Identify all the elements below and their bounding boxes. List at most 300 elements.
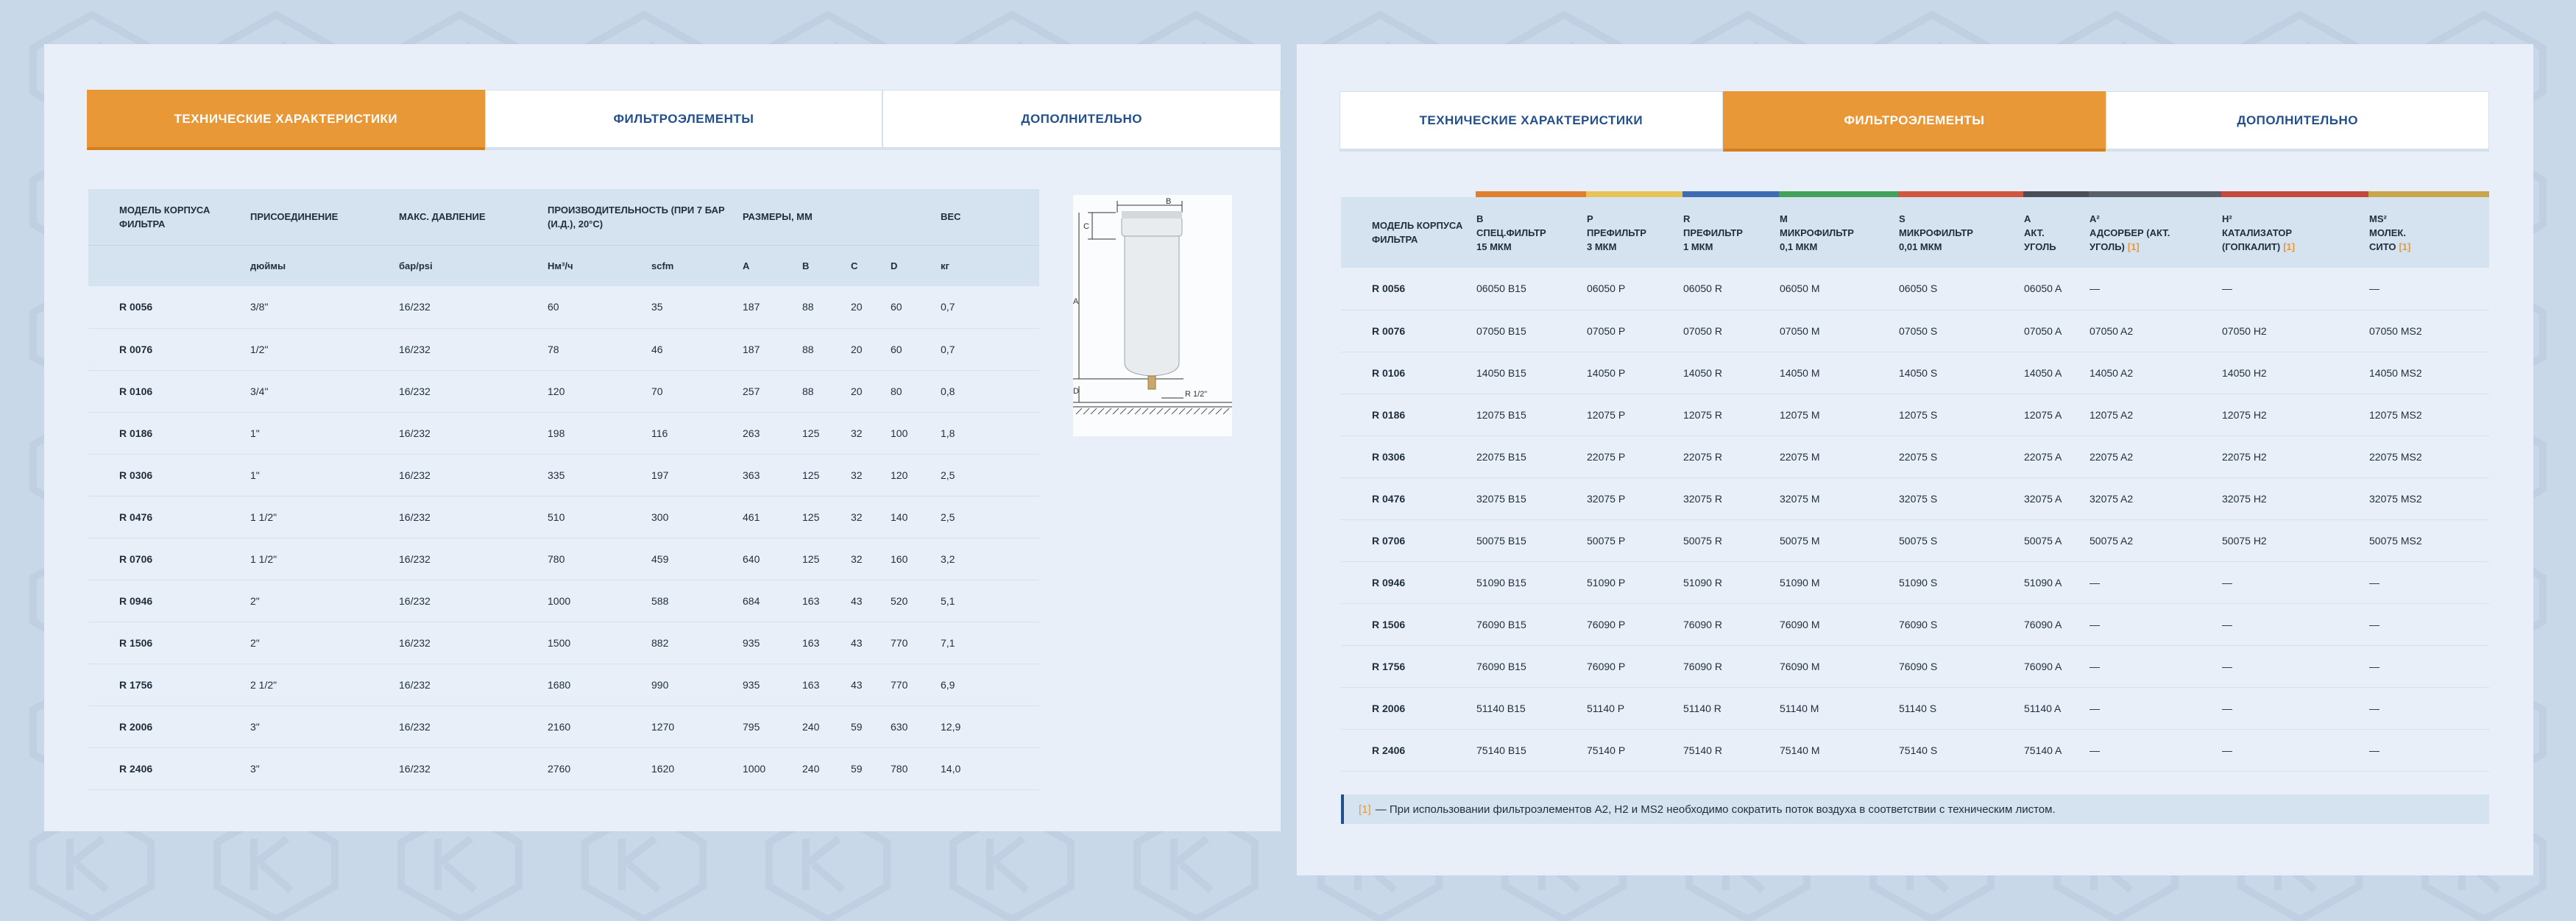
filter-cell: 12075 R	[1683, 408, 1722, 421]
filter-cell: 12075 A2	[2090, 408, 2134, 421]
spec-cell: 100	[891, 427, 908, 439]
spec-cell: 140	[891, 511, 908, 523]
filter-cell: —	[2222, 660, 2232, 672]
tab-filter-elements[interactable]: ФИЛЬТРОЭЛЕМЕНТЫ	[485, 90, 883, 150]
unit-c: C	[851, 260, 858, 271]
spec-cell: 935	[743, 678, 760, 691]
spec-cell: 770	[891, 678, 908, 691]
spec-cell: 3/4"	[250, 385, 269, 397]
filter-cell: 12075 MS2	[2369, 408, 2422, 421]
filter-row	[1341, 603, 2489, 645]
filter-col-header	[1341, 197, 1476, 268]
unit-kg: кг	[941, 260, 949, 271]
spec-row	[88, 454, 1039, 496]
filter-col-header	[1898, 197, 2023, 268]
filter-cell: 76090 B15	[1476, 618, 1526, 630]
unit-a: A	[743, 260, 750, 271]
spec-cell: 20	[851, 385, 863, 397]
spec-cell: 88	[802, 385, 814, 397]
filter-cell: —	[2369, 660, 2379, 672]
dim-b-label: B	[1166, 197, 1172, 206]
filter-cell: 12075 A	[2024, 408, 2062, 421]
filter-cell: 51090 P	[1587, 576, 1626, 588]
spec-cell: 59	[851, 762, 863, 775]
filter-cell: R 1756	[1372, 660, 1406, 672]
filter-cell: 51140 B15	[1476, 702, 1526, 714]
filter-color-bar	[1682, 191, 1779, 197]
spec-table	[88, 189, 1039, 790]
filter-cell: —	[2222, 744, 2232, 756]
filter-cell: 76090 S	[1899, 660, 1938, 672]
dim-a-label: A	[1073, 297, 1079, 306]
filter-cell: R 1506	[1372, 618, 1406, 630]
filter-cell: R 0186	[1372, 408, 1406, 421]
filter-header-line: АКТ.	[2024, 227, 2045, 238]
filter-cell: R 0946	[1372, 576, 1406, 588]
spec-cell: 16/232	[399, 636, 431, 649]
footnote-ref: [1]	[1359, 803, 1371, 816]
spec-cell: 43	[851, 678, 863, 691]
filter-cell: 14050 R	[1683, 366, 1722, 379]
spec-panel	[44, 44, 1281, 831]
filter-cell: 07050 R	[1683, 324, 1722, 337]
spec-cell: 935	[743, 636, 760, 649]
filter-cell: 22075 S	[1899, 450, 1938, 463]
footnote-ref-marker: [1]	[2399, 241, 2411, 252]
filter-cell: 12075 P	[1587, 408, 1626, 421]
filter-cell: —	[2090, 618, 2100, 630]
filter-cell: 06050 P	[1587, 282, 1626, 295]
footnote	[1341, 794, 2489, 824]
col-model: МОДЕЛЬ КОРПУСА ФИЛЬТРА	[119, 204, 210, 230]
spec-cell: 2760	[548, 762, 571, 775]
filter-cell: 32075 M	[1780, 492, 1820, 505]
spec-cell: 1500	[548, 636, 571, 649]
spec-cell: 520	[891, 594, 908, 607]
spec-cell: 16/232	[399, 385, 431, 397]
col-capacity: ПРОИЗВОДИТЕЛЬНОСТЬ (ПРИ 7 БАР (И.Д.), 20°C)	[548, 204, 725, 230]
spec-cell: 163	[802, 594, 820, 607]
filter-cell: 22075 MS2	[2369, 450, 2422, 463]
filter-cell: 32075 A	[2024, 492, 2062, 505]
filter-cell: 06050 A	[2024, 282, 2062, 295]
filter-cell: 14050 MS2	[2369, 366, 2422, 379]
filter-cell: 32075 R	[1683, 492, 1722, 505]
spec-cell: 2 1/2"	[250, 678, 277, 691]
spec-cell: 16/232	[399, 343, 431, 355]
filter-cell: 50075 A	[2024, 534, 2062, 547]
tab-specs[interactable]: ТЕХНИЧЕСКИЕ ХАРАКТЕРИСТИКИ	[87, 90, 485, 150]
spec-cell: 125	[802, 552, 820, 565]
filter-cell: 07050 S	[1899, 324, 1938, 337]
spec-cell: 5,1	[941, 594, 955, 607]
spec-cell: R 2006	[119, 720, 153, 733]
spec-cell: 160	[891, 552, 908, 565]
filter-cell: 75140 R	[1683, 744, 1722, 756]
filter-row	[1341, 310, 2489, 352]
col-weight: ВЕС	[941, 211, 961, 223]
filter-cell: 75140 M	[1780, 744, 1820, 756]
filter-cell: 14050 B15	[1476, 366, 1526, 379]
spec-cell: 187	[743, 301, 760, 313]
filter-cell: —	[2369, 576, 2379, 588]
spec-cell: 1/2"	[250, 343, 269, 355]
filter-cell: 50075 MS2	[2369, 534, 2422, 547]
spec-cell: 882	[651, 636, 669, 649]
unit-bar: бар/psi	[399, 260, 433, 271]
spec-row	[88, 705, 1039, 747]
filter-col-header	[1682, 197, 1779, 268]
dim-d-label: D	[1073, 387, 1079, 396]
filter-cell: —	[2369, 702, 2379, 714]
filter-cell: 22075 R	[1683, 450, 1722, 463]
spec-cell: 1680	[548, 678, 571, 691]
spec-cell: 2"	[250, 636, 260, 649]
spec-header-row	[88, 189, 1039, 245]
spec-cell: 197	[651, 469, 669, 481]
filter-cell: 76090 S	[1899, 618, 1938, 630]
filter-cell: 75140 P	[1587, 744, 1626, 756]
tab-filter-elements-right[interactable]: ФИЛЬТРОЭЛЕМЕНТЫ	[1723, 91, 2106, 152]
spec-cell: 120	[548, 385, 565, 397]
filter-cell: R 0056	[1372, 282, 1406, 295]
spec-cell: 16/232	[399, 301, 431, 313]
filter-row	[1341, 352, 2489, 394]
filter-cell: 51140 P	[1587, 702, 1625, 714]
col-dimensions: РАЗМЕРЫ, ММ	[743, 211, 813, 223]
spec-cell: R 0476	[119, 511, 153, 523]
filter-cell: 50075 A2	[2090, 534, 2134, 547]
filter-header-line: B	[1476, 213, 1484, 224]
spec-cell: 163	[802, 636, 820, 649]
filter-cell: 07050 A	[2024, 324, 2062, 337]
filter-header-row	[1341, 197, 2489, 268]
filter-header-line: КАТАЛИЗАТОР	[2222, 227, 2293, 238]
filter-row	[1341, 645, 2489, 687]
filter-col-header	[2221, 197, 2368, 268]
filter-cell: 76090 P	[1587, 660, 1626, 672]
filter-color-bar	[2089, 191, 2221, 197]
spec-cell: 0,7	[941, 301, 955, 313]
filter-cell: 51090 R	[1683, 576, 1722, 588]
spec-row	[88, 412, 1039, 454]
spec-row	[88, 370, 1039, 412]
footnote-ref-marker: [1]	[2283, 241, 2296, 252]
filter-header-line: A²	[2090, 213, 2100, 224]
filter-cell: 14050 A2	[2090, 366, 2134, 379]
spec-row	[88, 580, 1039, 622]
filter-cell: 32075 H2	[2222, 492, 2267, 505]
filter-cell: 22075 P	[1587, 450, 1626, 463]
filter-row	[1341, 729, 2489, 771]
spec-units-row	[88, 245, 1039, 286]
filter-header-line: 1 МКМ	[1683, 241, 1713, 252]
spec-cell: 43	[851, 594, 863, 607]
spec-cell: 0,8	[941, 385, 955, 397]
spec-cell: 35	[651, 301, 663, 313]
filter-cell: 76090 A	[2024, 660, 2062, 672]
spec-cell: R 0106	[119, 385, 153, 397]
spec-cell: 46	[651, 343, 663, 355]
spec-cell: 60	[891, 343, 902, 355]
spec-cell: 1"	[250, 469, 260, 481]
spec-cell: 60	[548, 301, 559, 313]
spec-cell: R 0056	[119, 301, 153, 313]
spec-cell: 1,8	[941, 427, 955, 439]
spec-cell: R 1506	[119, 636, 153, 649]
filter-cell: 12075 M	[1780, 408, 1820, 421]
filter-header-line: ПРЕФИЛЬТР	[1587, 227, 1646, 238]
filter-header-line: A	[2024, 213, 2031, 224]
filter-cell: —	[2222, 618, 2232, 630]
tab-bar	[87, 90, 1281, 150]
spec-cell: 1270	[651, 720, 675, 733]
filter-cell: 76090 M	[1780, 660, 1820, 672]
spec-cell: 187	[743, 343, 760, 355]
filter-cell: —	[2090, 744, 2100, 756]
spec-cell: 3"	[250, 762, 260, 775]
dim-c-label: C	[1083, 222, 1089, 231]
spec-row	[88, 286, 1039, 328]
filter-cell: 50075 H2	[2222, 534, 2267, 547]
filter-header-line: СИТО	[2369, 241, 2396, 252]
filter-cell: 76090 A	[2024, 618, 2062, 630]
filter-cell: 51090 S	[1899, 576, 1938, 588]
filter-cell: 32075 A2	[2090, 492, 2134, 505]
unit-scfm: scfm	[651, 260, 674, 271]
filter-color-bar	[1476, 191, 1586, 197]
filter-header-line: МИКРОФИЛЬТР	[1899, 227, 1973, 238]
filter-cell: 51140 M	[1780, 702, 1819, 714]
spec-cell: 1 1/2"	[250, 552, 277, 565]
spec-cell: 2"	[250, 594, 260, 607]
spec-cell: 795	[743, 720, 760, 733]
filter-header-line: 0,01 МКМ	[1899, 241, 1942, 252]
spec-cell: 1 1/2"	[250, 511, 277, 523]
filter-cell: 76090 R	[1683, 618, 1722, 630]
filter-header-line: R	[1683, 213, 1691, 224]
filter-header-line: H²	[2222, 213, 2232, 224]
spec-cell: 3"	[250, 720, 260, 733]
spec-cell: 12,9	[941, 720, 961, 733]
filter-cell: —	[2090, 660, 2100, 672]
filter-cell: R 0706	[1372, 534, 1406, 547]
filter-row	[1341, 477, 2489, 519]
filter-cell: 51140 A	[2024, 702, 2062, 714]
spec-row	[88, 664, 1039, 705]
filter-cell: 75140 A	[2024, 744, 2062, 756]
filter-cell: 32075 S	[1899, 492, 1938, 505]
filter-header-line: MS²	[2369, 213, 2387, 224]
spec-cell: 198	[548, 427, 565, 439]
filter-cell: 76090 P	[1587, 618, 1626, 630]
filter-cell: 32075 MS2	[2369, 492, 2422, 505]
filter-header-line: (ГОПКАЛИТ)	[2222, 241, 2281, 252]
spec-cell: 0,7	[941, 343, 955, 355]
spec-cell: 461	[743, 511, 760, 523]
unit-inches: дюймы	[250, 260, 286, 271]
filter-cell: 22075 A	[2024, 450, 2062, 463]
filter-row	[1341, 394, 2489, 435]
filter-cell: 14050 S	[1899, 366, 1938, 379]
filter-cell: 76090 B15	[1476, 660, 1526, 672]
filter-cell: 22075 A2	[2090, 450, 2134, 463]
spec-cell: 32	[851, 469, 863, 481]
filter-cell: 50075 R	[1683, 534, 1722, 547]
spec-cell: 70	[651, 385, 663, 397]
filter-cell: R 0076	[1372, 324, 1406, 337]
filter-header-line: УГОЛЬ	[2024, 241, 2056, 252]
spec-cell: 32	[851, 552, 863, 565]
spec-cell: 990	[651, 678, 669, 691]
filter-row	[1341, 561, 2489, 603]
filter-cell: —	[2222, 576, 2232, 588]
spec-cell: 116	[651, 427, 668, 439]
unit-model	[88, 245, 250, 286]
spec-cell: 20	[851, 343, 863, 355]
filter-cell: 14050 A	[2024, 366, 2062, 379]
spec-cell: 88	[802, 343, 814, 355]
spec-cell: 240	[802, 762, 820, 775]
filter-cell: 51090 B15	[1476, 576, 1526, 588]
spec-cell: 1000	[548, 594, 571, 607]
filter-cell: R 2006	[1372, 702, 1406, 714]
filter-cell: 76090 M	[1780, 618, 1820, 630]
spec-cell: R 1756	[119, 678, 153, 691]
spec-cell: 16/232	[399, 594, 431, 607]
spec-cell: 257	[743, 385, 760, 397]
filter-cell: 07050 M	[1780, 324, 1820, 337]
filter-cell: 06050 B15	[1476, 282, 1526, 295]
filter-cell: —	[2369, 282, 2379, 295]
spec-cell: 3/8"	[250, 301, 269, 313]
filters-panel	[1297, 44, 2533, 875]
col-pressure: МАКС. ДАВЛЕНИЕ	[399, 211, 486, 223]
filter-color-bar	[1586, 191, 1682, 197]
col-connection: ПРИСОЕДИНЕНИЕ	[250, 211, 339, 223]
spec-row	[88, 747, 1039, 789]
tab-additional-right[interactable]: ДОПОЛНИТЕЛЬНО	[2106, 91, 2489, 152]
spec-cell: 16/232	[399, 427, 431, 439]
filter-cell: 06050 M	[1780, 282, 1820, 295]
filter-col-header	[1779, 197, 1898, 268]
footnote-text: — При использовании фильтроэлементов A2, H2 и MS2 необходимо сократить поток воздуха в соответствии с техническим листом.	[1375, 803, 2056, 816]
tab-additional[interactable]: ДОПОЛНИТЕЛЬНО	[882, 90, 1281, 150]
filter-cell: R 0106	[1372, 366, 1406, 379]
spec-cell: 16/232	[399, 762, 431, 775]
filter-row	[1341, 435, 2489, 477]
filter-cell: 06050 R	[1683, 282, 1722, 295]
filter-diagram	[1073, 195, 1232, 436]
filter-color-bar	[1779, 191, 1898, 197]
filter-cell: 07050 P	[1587, 324, 1626, 337]
spec-cell: 300	[651, 511, 669, 523]
spec-row	[88, 538, 1039, 580]
tab-specs-right[interactable]: ТЕХНИЧЕСКИЕ ХАРАКТЕРИСТИКИ	[1340, 91, 1723, 152]
filter-color-bar	[2023, 191, 2089, 197]
filter-cell: 50075 B15	[1476, 534, 1526, 547]
filter-color-bar	[1898, 191, 2023, 197]
filter-cell: —	[2222, 282, 2232, 295]
spec-cell: 1620	[651, 762, 675, 775]
filter-cell: 14050 P	[1587, 366, 1626, 379]
filter-cell: —	[2090, 576, 2100, 588]
spec-cell: 16/232	[399, 720, 431, 733]
unit-d: D	[891, 260, 898, 271]
filter-cell: 50075 P	[1587, 534, 1626, 547]
filter-cell: 12075 S	[1899, 408, 1938, 421]
filter-cell: 51090 A	[2024, 576, 2062, 588]
filter-cell: —	[2369, 744, 2379, 756]
spec-cell: 16/232	[399, 552, 431, 565]
filter-cell: 22075 B15	[1476, 450, 1526, 463]
filter-header-line: 0,1 МКМ	[1780, 241, 1818, 252]
footnote-ref-marker: [1]	[2127, 241, 2140, 252]
filter-header-line: МОЛЕК.	[2369, 227, 2406, 238]
spec-cell: 16/232	[399, 511, 431, 523]
spec-cell: 32	[851, 427, 863, 439]
spec-cell: 125	[802, 469, 820, 481]
filter-cell: 14050 H2	[2222, 366, 2267, 379]
filter-cell: R 0476	[1372, 492, 1406, 505]
spec-cell: 240	[802, 720, 820, 733]
spec-cell: 2160	[548, 720, 571, 733]
filter-cell: 50075 S	[1899, 534, 1938, 547]
spec-cell: 3,2	[941, 552, 955, 565]
filter-row	[1341, 519, 2489, 561]
spec-cell: R 2406	[119, 762, 153, 775]
filter-cell: 06050 S	[1899, 282, 1938, 295]
spec-row	[88, 496, 1039, 538]
spec-cell: 32	[851, 511, 863, 523]
filter-cell: 22075 M	[1780, 450, 1820, 463]
filter-cell: 76090 R	[1683, 660, 1722, 672]
spec-cell: R 0186	[119, 427, 153, 439]
filter-header-line: АДСОРБЕР (АКТ.	[2090, 227, 2170, 238]
unit-b: B	[802, 260, 810, 271]
filter-cell: —	[2090, 702, 2100, 714]
filter-housing-icon	[1073, 195, 1232, 436]
spec-cell: 1"	[250, 427, 260, 439]
filter-cell: —	[2222, 702, 2232, 714]
filter-cell: R 0306	[1372, 450, 1406, 463]
spec-cell: 60	[891, 301, 902, 313]
filter-color-bar	[2368, 191, 2489, 197]
filter-cell: 75140 S	[1899, 744, 1938, 756]
spec-cell: 770	[891, 636, 908, 649]
spec-cell: 780	[891, 762, 908, 775]
spec-cell: 588	[651, 594, 669, 607]
filter-header-line: МИКРОФИЛЬТР	[1780, 227, 1854, 238]
filter-header-line: УГОЛЬ)	[2090, 241, 2125, 252]
spec-cell: 20	[851, 301, 863, 313]
spec-cell: 16/232	[399, 469, 431, 481]
filter-row	[1341, 687, 2489, 729]
filter-cell: —	[2090, 282, 2100, 295]
filter-cell: 14050 M	[1780, 366, 1820, 379]
filter-header-line: МОДЕЛЬ КОРПУСА	[1372, 220, 1463, 231]
filter-cell: 07050 H2	[2222, 324, 2267, 337]
spec-cell: 1000	[743, 762, 766, 775]
filter-col-header	[2023, 197, 2089, 268]
spec-cell: 630	[891, 720, 908, 733]
spec-cell: 640	[743, 552, 760, 565]
filter-cell: 51140 R	[1683, 702, 1722, 714]
filter-cell: 51140 S	[1899, 702, 1937, 714]
spec-cell: 43	[851, 636, 863, 649]
filter-header-line: ПРЕФИЛЬТР	[1683, 227, 1743, 238]
spec-cell: 780	[548, 552, 565, 565]
